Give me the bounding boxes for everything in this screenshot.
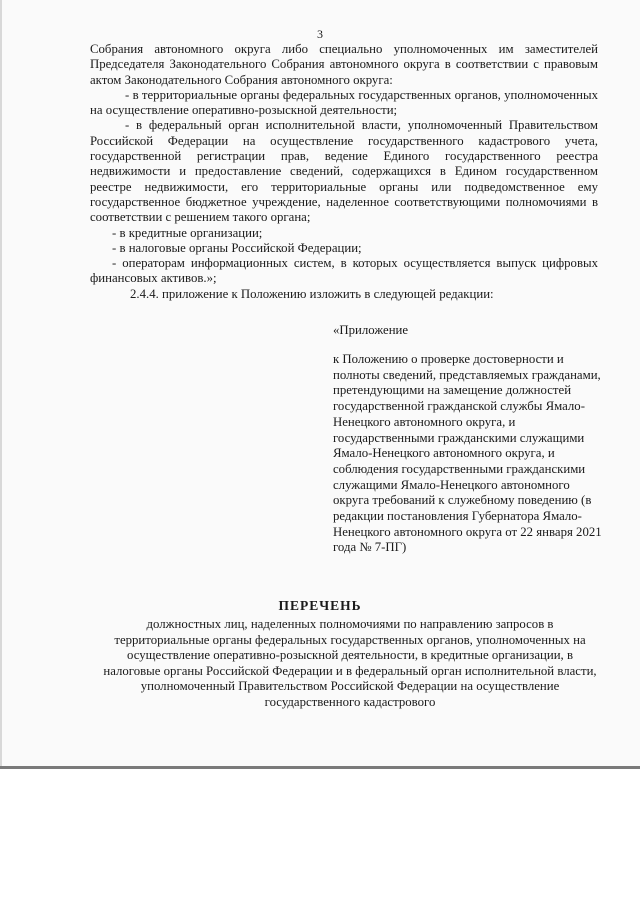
list-item-federal-organ: - в федеральный орган исполнительной власти, уполномоченный Правительством Российской Федерации на осуществление государственного кадастрового учета, государственной регистрации прав, ведение Единого государственного реестра недвижимости и предоставление сведений, содержащихся в Едином государственном реестре недвижимости, его территориальные органы или подведомственное ему государственное бюджетное учреждение, наделенное соответствующими полномочиями в соответствии с решением такого органа; xyxy=(90,118,598,225)
blank-area xyxy=(0,769,640,905)
page-number: 3 xyxy=(317,27,323,41)
list-item-tax-organs: - в налоговые органы Российской Федерации; xyxy=(112,240,362,255)
scan-left-edge xyxy=(0,0,2,768)
body-text xyxy=(90,42,598,302)
appendix-reference: к Положению о проверке достоверности и полноты сведений, представляемых гражданами, претендующими на замещение должностей государственной гражданской службы Ямало-Ненецкого автономного округа, и государственными гражданскими служащими Ямало-Ненецкого автономного округа, и соблюдения государственными гражданскими служащими Ямало-Ненецкого автономного округа требований к служебному поведению (в редакции постановления Губернатора Ямало-Ненецкого автономного округа от 22 января 2021 года № 7-ПГ) xyxy=(333,352,602,555)
list-item-credit-organizations: - в кредитные организации; xyxy=(112,225,263,240)
list-item-territorial-organs: - в территориальные органы федеральных государственных органов, уполномоченных на осуществление оперативно-розыскной деятельности; xyxy=(90,87,598,118)
paragraph-continuation: Собрания автономного округа либо специально уполномоченных им заместителей Председателя Законодательного Собрания автономного округа в соответствии с правовым актом Законодательного Собрания автономного округа: xyxy=(90,42,598,87)
paragraph-2-4-4: 2.4.4. приложение к Положению изложить в следующей редакции: xyxy=(130,286,494,301)
list-subtitle: должностных лиц, наделенных полномочиями по направлению запросов в территориальные органы федеральных государственных органов, уполномоченных на осуществление оперативно-розыскной деятельности, в кредитные организации, в налоговые органы Российской Федерации и в федеральный орган исполнительной власти, уполномоченный Правительством Российской Федерации на осуществление государственного кадастрового xyxy=(103,617,597,709)
list-item-operators: - операторам информационных систем, в которых осуществляется выпуск цифровых финансовых активов.»; xyxy=(90,256,598,286)
list-title: ПЕРЕЧЕНЬ xyxy=(278,598,362,613)
appendix-heading: «Приложение xyxy=(333,323,409,337)
